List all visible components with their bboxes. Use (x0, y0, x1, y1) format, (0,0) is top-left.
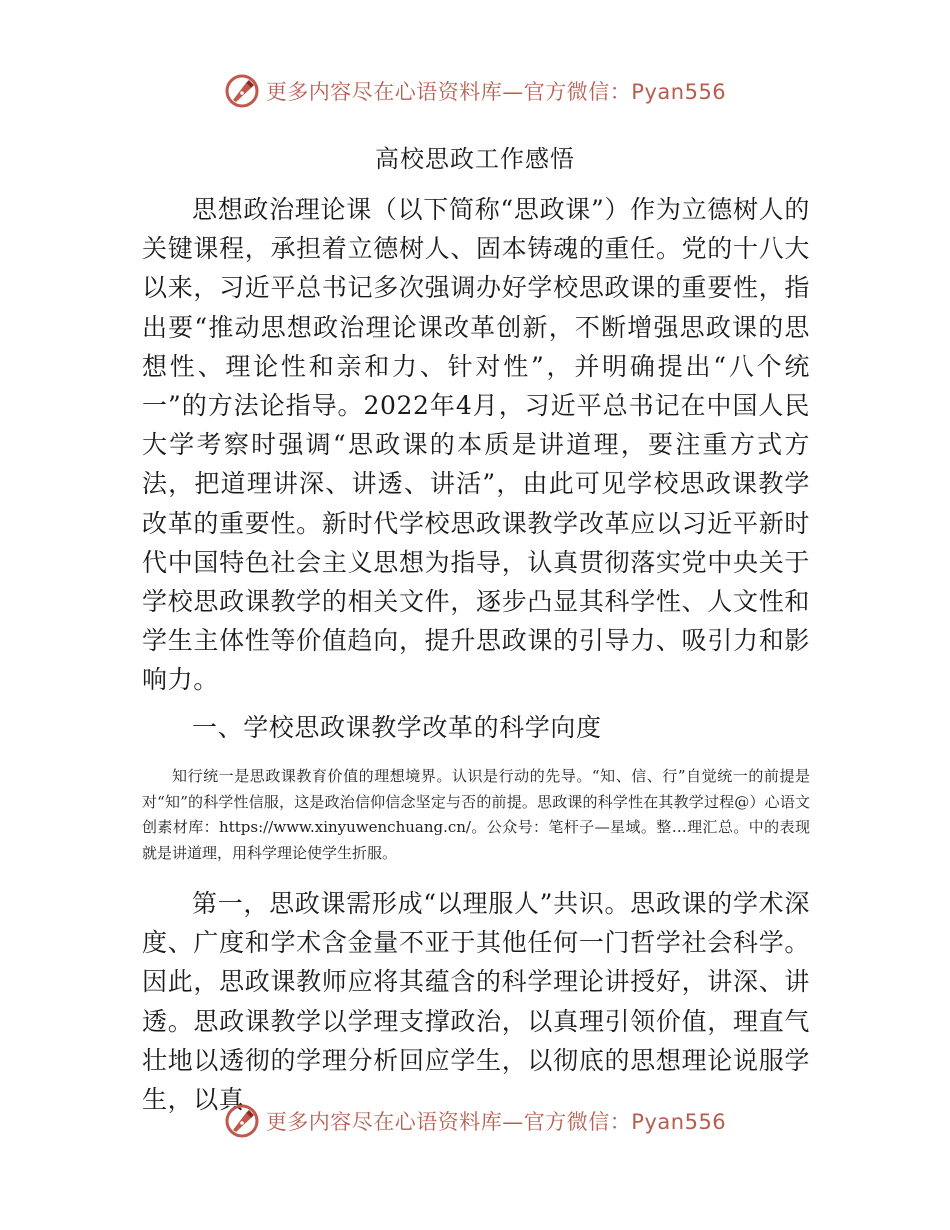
body-paragraph: 第一，思政课需形成“以理服人”共识。思政课的学术深度、广度和学术含金量不亚于其他任何一门哲学社会科学。因此，思政课教师应将其蕴含的科学理论讲授好，讲深、讲透。思政课教学以学理支撑政治，以真理引领价值，理直气壮地以透彻的学理分析回应学生，以彻底的思想理论说服学生，以真 (142, 889, 810, 1115)
intro-paragraph: 思想政治理论课（以下简称“思政课”）作为立德树人的关键课程，承担着立德树人、固本铸魂的重任。党的十八大以来，习近平总书记多次强调办好学校思政课的重要性，指出要“推动思想政治理论课改革创新，不断增强思政课的思想性、理论性和亲和力、针对性”，并明确提出“八个统一”的方法论指导。2022年4月，习近平总书记在中国人民大学考察时强调“思政课的本质是讲道理，要注重方式方法，把道理讲深、讲透、讲活”，由此可见学校思政课教学改革的重要性。新时代学校思政课教学改革应以习近平新时代中国特色社会主义思想为指导，认真贯彻落实党中央关于学校思政课教学的相关文件，逐步凸显其科学性、人文性和学生主体性等价值趋向，提升思政课的引导力、吸引力和影响力。 (142, 195, 810, 695)
header-banner (0, 66, 950, 116)
section-heading: 一、学校思政课教学改革的科学向度 (192, 713, 602, 742)
footer-banner-text: 更多内容尽在心语资料库—官方微信：Pyan556 (265, 1110, 727, 1134)
footer-banner (0, 1096, 950, 1146)
header-banner-text: 更多内容尽在心语资料库—官方微信：Pyan556 (265, 80, 727, 104)
pen-nib-logo-icon (224, 73, 260, 109)
document-title: 高校思政工作感悟 (375, 145, 575, 173)
pen-nib-logo-icon (224, 1103, 260, 1139)
small-paragraph: 知行统一是思政课教育价值的理想境界。认识是行动的先导。“知、信、行”自觉统一的前提是对“知”的科学性信服，这是政治信仰信念坚定与否的前提。思政课的科学性在其教学过程@）心语文创素材库：https://www.xinyuwenchuang.cn/。公众号：笔杆子—星域。整…理汇总。中的表现就是讲道理，用科学理论使学生折服。 (142, 767, 810, 862)
